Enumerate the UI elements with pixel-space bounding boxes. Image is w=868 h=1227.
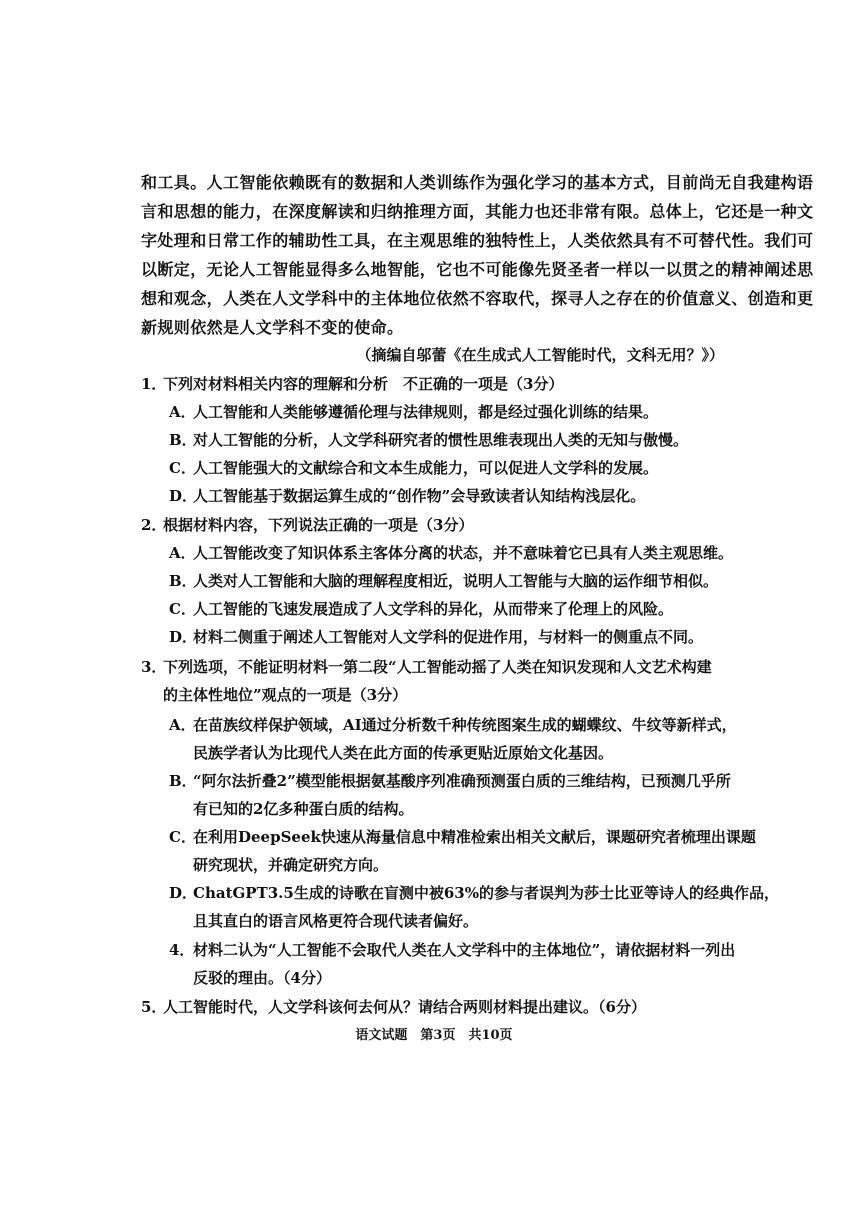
- q3-option-c: [169, 825, 756, 849]
- question-stem: 材料二认为“人工智能不会取代人类在人文学科中的主体地位”，请依据材料一列出: [193, 941, 736, 959]
- q3-option-d: [169, 881, 779, 905]
- q3-option-a: [169, 713, 737, 737]
- q1-option-c: [169, 456, 658, 480]
- option-text: 在利用DeepSeek快速从海量信息中精准检索出相关文献后，课题研究者梳理出课题: [193, 828, 756, 846]
- option-text: “阿尔法折叠2”模型能根据氨基酸序列准确预测蛋白质的三维结构，已预测几乎所: [193, 772, 731, 790]
- question-stem: 下列选项，不能证明材料一第二段“人工智能动摇了人类在知识发现和人文艺术构建: [163, 658, 712, 676]
- q3-option-a-cont: 民族学者认为比现代人类在此方面的传承更贴近原始文化基因。: [193, 744, 614, 762]
- option-text: 人工智能和人类能够遵循伦理与法律规则，都是经过强化训练的结果。: [193, 403, 659, 421]
- option-text: 人工智能改变了知识体系主客体分离的状态，并不意味着它已具有人类主观思维。: [193, 544, 734, 562]
- question-4-cont: 反驳的理由。（4分）: [193, 969, 331, 987]
- q3-option-c-cont: 研究现状，并确定研究方向。: [193, 856, 389, 874]
- question-number: 2．: [141, 516, 167, 534]
- question-number: 1．: [141, 375, 167, 393]
- page-footer: 语文试题 第3页 共10页: [355, 1028, 513, 1043]
- question-stem: 根据材料内容，下列说法正确的一项是（3分）: [163, 516, 474, 534]
- option-text: 人类对人工智能和大脑的理解程度相近，说明人工智能与大脑的运作细节相似。: [193, 572, 719, 590]
- passage-text: [141, 168, 814, 342]
- option-letter: B．: [169, 431, 197, 449]
- q2-option-c: [169, 597, 673, 621]
- q2-option-d: [169, 625, 703, 649]
- question-2: [141, 513, 473, 537]
- option-letter: D．: [169, 628, 198, 646]
- option-text: 人工智能的飞速发展造成了人文学科的异化，从而带来了伦理上的风险。: [193, 600, 674, 618]
- option-letter: B．: [169, 572, 197, 590]
- option-text: 对人工智能的分析，人文学科研究者的惯性思维表现出人类的无知与傲慢。: [193, 431, 689, 449]
- option-text: 材料二侧重于阐述人工智能对人文学科的促进作用，与材料一的侧重点不同。: [193, 628, 704, 646]
- question-3: [141, 655, 712, 679]
- question-number: 5．: [141, 998, 167, 1016]
- passage-line: 言和思想的能力，在深度解读和归纳推理方面，其能力也还非常有限。总体上，它还是一种文: [141, 202, 814, 221]
- option-text: 在苗族纹样保护领域，AI通过分析数千种传统图案生成的蝴蝶纹、牛纹等新样式，: [193, 716, 737, 734]
- question-4: [169, 938, 735, 962]
- question-stem: 人工智能时代，人文学科该何去何从？请结合两则材料提出建议。（6分）: [163, 998, 646, 1016]
- question-number: 4．: [169, 941, 195, 959]
- question-1: [141, 372, 563, 396]
- q1-option-d: [169, 484, 645, 508]
- option-letter: D．: [169, 884, 198, 902]
- question-stem: 下列对材料相关内容的理解和分析 不正确的一项是（3分）: [163, 375, 564, 393]
- q3-option-d-cont: 且其直白的语言风格更符合现代读者偏好。: [193, 912, 479, 930]
- passage-line: 字处理和日常工作的辅助性工具，在主观思维的独特性上，人类依然具有不可替代性。我们可: [141, 231, 814, 250]
- q1-option-b: [169, 428, 688, 452]
- q1-option-a: [169, 400, 658, 424]
- question-3-stem-cont: 的主体性地位”观点的一项是（3分）: [163, 686, 408, 704]
- option-letter: D．: [169, 487, 198, 505]
- passage-line: 想和观念，人类在人文学科中的主体地位依然不容取代，探寻人之存在的价值意义、创造和更: [141, 289, 814, 308]
- option-letter: C．: [169, 600, 196, 618]
- q2-option-b: [169, 569, 718, 593]
- option-letter: C．: [169, 459, 196, 477]
- option-letter: A．: [169, 403, 196, 421]
- passage-line: 新规则依然是人文学科不变的使命。: [141, 318, 404, 337]
- option-letter: A．: [169, 544, 196, 562]
- q3-option-b: [169, 769, 731, 793]
- option-letter: B．: [169, 772, 197, 790]
- option-text: 人工智能强大的文献综合和文本生成能力，可以促进人文学科的发展。: [193, 459, 659, 477]
- passage-line: 和工具。人工智能依赖既有的数据和人类训练作为强化学习的基本方式，目前尚无自我建构语: [141, 173, 814, 192]
- q3-option-b-cont: 有已知的2亿多种蛋白质的结构。: [193, 800, 414, 818]
- passage-line: 以断定，无论人工智能显得多么地智能，它也不可能像先贤圣者一样以一以贯之的精神阐述思: [141, 260, 814, 279]
- option-letter: A．: [169, 716, 196, 734]
- option-text: ChatGPT3.5生成的诗歌在盲测中被63%的参与者误判为莎士比亚等诗人的经典作品，: [193, 884, 779, 902]
- question-number: 3．: [141, 658, 167, 676]
- q2-option-a: [169, 541, 733, 565]
- option-letter: C．: [169, 828, 196, 846]
- passage-source: （摘编自邬蕾《在生成式人工智能时代，文科无用？》）: [356, 346, 724, 364]
- question-5: [141, 995, 646, 1019]
- option-text: 人工智能基于数据运算生成的“创作物”会导致读者认知结构浅层化。: [193, 487, 646, 505]
